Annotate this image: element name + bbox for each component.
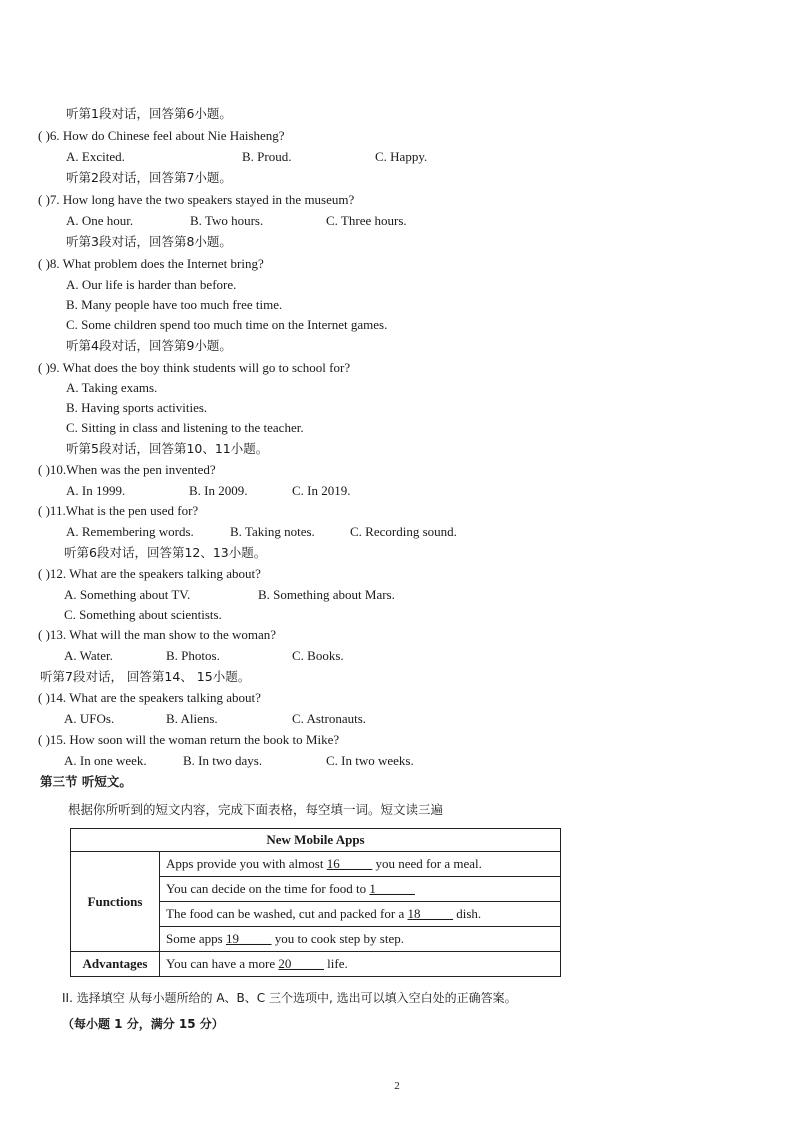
option-c: C. Three hours. — [326, 213, 407, 228]
question-14 — [38, 690, 261, 706]
question-6 — [38, 128, 285, 144]
section-3-instruction: 根据你所听到的短文内容，完成下面表格，每空填一词。短文读三遍 — [68, 802, 444, 817]
answer-bracket[interactable]: ( ) — [38, 627, 50, 642]
table-row: Some apps 19_____ you to cook step by step. — [160, 927, 561, 952]
question-11 — [38, 503, 198, 519]
dialogue-6-instruction: 听第6段对话，回答第12、13小题。 — [64, 545, 267, 560]
question-text: 6. How do Chinese feel about Nie Haisheng? — [49, 128, 285, 143]
page-number: 2 — [394, 1080, 400, 1092]
table-row: Apps provide you with almost 16_____ you need for a meal. — [160, 852, 561, 877]
dialogue-1-instruction: 听第1段对话，回答第6小题。 — [66, 106, 232, 121]
option-c: C. In two weeks. — [326, 753, 414, 768]
answer-blank-16[interactable]: 16_____ — [326, 856, 373, 871]
answer-blank-20[interactable]: 20_____ — [278, 956, 324, 971]
answer-bracket[interactable]: ( ) — [38, 360, 50, 375]
section-3-heading: 第三节 听短文。 — [40, 774, 132, 789]
question-7 — [38, 192, 354, 208]
option-c: C. Something about scientists. — [64, 607, 222, 622]
answer-bracket[interactable]: ( ) — [38, 566, 50, 581]
answer-blank-17[interactable]: 1______ — [369, 881, 415, 896]
option-a: A. In 1999. — [66, 483, 126, 498]
advantages-label: Advantages — [71, 952, 160, 977]
functions-label: Functions — [71, 852, 160, 952]
dialogue-4-instruction: 听第4段对话，回答第9小题。 — [66, 338, 232, 353]
answer-bracket[interactable]: ( ) — [38, 690, 50, 705]
question-text: 11.What is the pen used for? — [49, 503, 199, 518]
part-2-heading: II. 选择填空 从每小题所给的 A、B、C 三个选项中, 选出可以填入空白处的正确答案。 — [62, 991, 517, 1005]
answer-bracket[interactable]: ( ) — [38, 462, 50, 477]
answer-blank-19[interactable]: 19_____ — [225, 931, 272, 946]
question-text: 13. What will the man show to the woman? — [49, 627, 277, 642]
dialogue-2-instruction: 听第2段对话，回答第7小题。 — [66, 170, 232, 185]
question-text: 8. What problem does the Internet bring? — [49, 256, 264, 271]
question-text: 12. What are the speakers talking about? — [49, 566, 261, 581]
question-9 — [38, 360, 350, 376]
answer-bracket[interactable]: ( ) — [38, 732, 50, 747]
option-c: C. Happy. — [375, 149, 428, 164]
question-text: 7. How long have the two speakers stayed in the museum? — [49, 192, 355, 207]
question-text: 14. What are the speakers talking about? — [49, 690, 261, 705]
part-2-score: （每小题 1 分，满分 15 分） — [62, 1017, 224, 1031]
table-title: New Mobile Apps — [71, 829, 561, 852]
answer-bracket[interactable]: ( ) — [38, 503, 50, 518]
question-15 — [38, 732, 339, 748]
option-a: A. In one week. — [64, 753, 147, 768]
question-13 — [38, 627, 276, 643]
table-row: The food can be washed, cut and packed for a 18_____ dish. — [160, 902, 561, 927]
option-a: A. Excited. — [66, 149, 125, 164]
option-c: C. Recording sound. — [350, 524, 457, 539]
question-text: 15. How soon will the woman return the book to Mike? — [49, 732, 340, 747]
option-a: A. Our life is harder than before. — [66, 277, 237, 292]
option-a: A. One hour. — [66, 213, 134, 228]
dialogue-3-instruction: 听第3段对话，回答第8小题。 — [66, 234, 232, 249]
option-c: C. Some children spend too much time on the Internet games. — [66, 317, 388, 332]
table-row: You can have a more 20_____ life. — [160, 952, 561, 977]
answer-bracket[interactable]: ( ) — [38, 256, 50, 271]
option-a: A. Remembering words. — [66, 524, 194, 539]
option-c: C. In 2019. — [292, 483, 351, 498]
option-b: B. Something about Mars. — [258, 587, 395, 602]
option-a: A. UFOs. — [64, 711, 115, 726]
question-8 — [38, 256, 264, 272]
option-a: A. Water. — [64, 648, 113, 663]
option-b: B. Photos. — [166, 648, 220, 663]
option-c: C. Astronauts. — [292, 711, 367, 726]
table-row: You can decide on the time for food to 1______ — [160, 877, 561, 902]
option-b: B. Proud. — [242, 149, 292, 164]
option-b: B. Taking notes. — [230, 524, 315, 539]
option-b: B. In two days. — [183, 753, 263, 768]
option-a: A. Something about TV. — [64, 587, 191, 602]
question-12 — [38, 566, 261, 582]
dialogue-7-instruction: 听第7段对话， 回答第14、 15小题。 — [40, 669, 251, 684]
answer-blank-18[interactable]: 18_____ — [407, 906, 453, 921]
question-10 — [38, 462, 216, 478]
dialogue-5-instruction: 听第5段对话，回答第10、11小题。 — [66, 441, 269, 456]
option-b: B. Aliens. — [166, 711, 218, 726]
answer-bracket[interactable]: ( ) — [38, 128, 50, 143]
option-c: C. Books. — [292, 648, 344, 663]
option-b: B. Having sports activities. — [66, 400, 208, 415]
answer-bracket[interactable]: ( ) — [38, 192, 50, 207]
mobile-apps-table — [70, 828, 561, 977]
option-c: C. Sitting in class and listening to the teacher. — [66, 420, 304, 435]
option-b: B. In 2009. — [189, 483, 248, 498]
option-b: B. Two hours. — [190, 213, 264, 228]
option-b: B. Many people have too much free time. — [66, 297, 283, 312]
question-text: 9. What does the boy think students will go to school for? — [49, 360, 351, 375]
option-a: A. Taking exams. — [66, 380, 158, 395]
question-text: 10.When was the pen invented? — [49, 462, 216, 477]
